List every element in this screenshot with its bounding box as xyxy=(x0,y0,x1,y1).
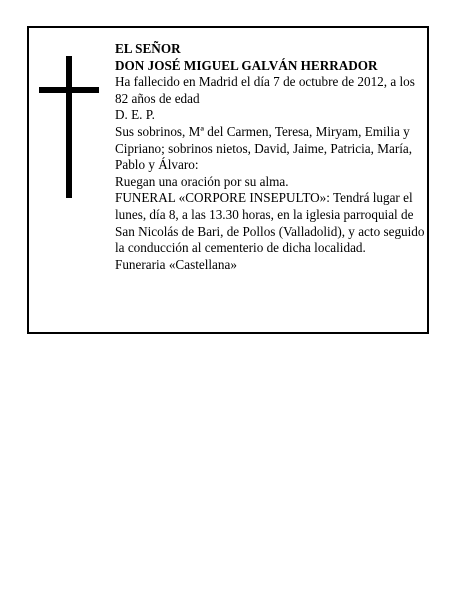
notice-heading-title: EL SEÑOR xyxy=(115,41,181,56)
cross-icon xyxy=(39,56,99,198)
funeral-home: Funeraria «Castellana» xyxy=(115,256,237,272)
obituary-notice xyxy=(27,26,429,334)
dep-text: D. E. P. xyxy=(115,107,155,123)
deceased-name: DON JOSÉ MIGUEL GALVÁN HERRADOR xyxy=(115,57,378,73)
cross-horizontal-bar xyxy=(39,87,99,93)
prayer-request: Ruegan una oración por su alma. xyxy=(115,173,289,189)
notice-body xyxy=(115,41,427,273)
cross-vertical-bar xyxy=(66,56,72,198)
death-info: Ha fallecido en Madrid el día 7 de octubre de 2012, a los 82 años de edad xyxy=(115,74,415,106)
funeral-details: FUNERAL «CORPORE INSEPULTO»: Tendrá lugar el lunes, día 8, a las 13.30 horas, en la iglesia parroquial de San Nicolás de Bari, de Pollos (Valladolid), y acto seguido la conducción al cementerio de dicha localidad. xyxy=(115,190,425,256)
family-members: Sus sobrinos, Mª del Carmen, Teresa, Miryam, Emilia y Cipriano; sobrinos nietos, David, Jaime, Patricia, María, Pablo y Álvaro: xyxy=(115,123,413,173)
